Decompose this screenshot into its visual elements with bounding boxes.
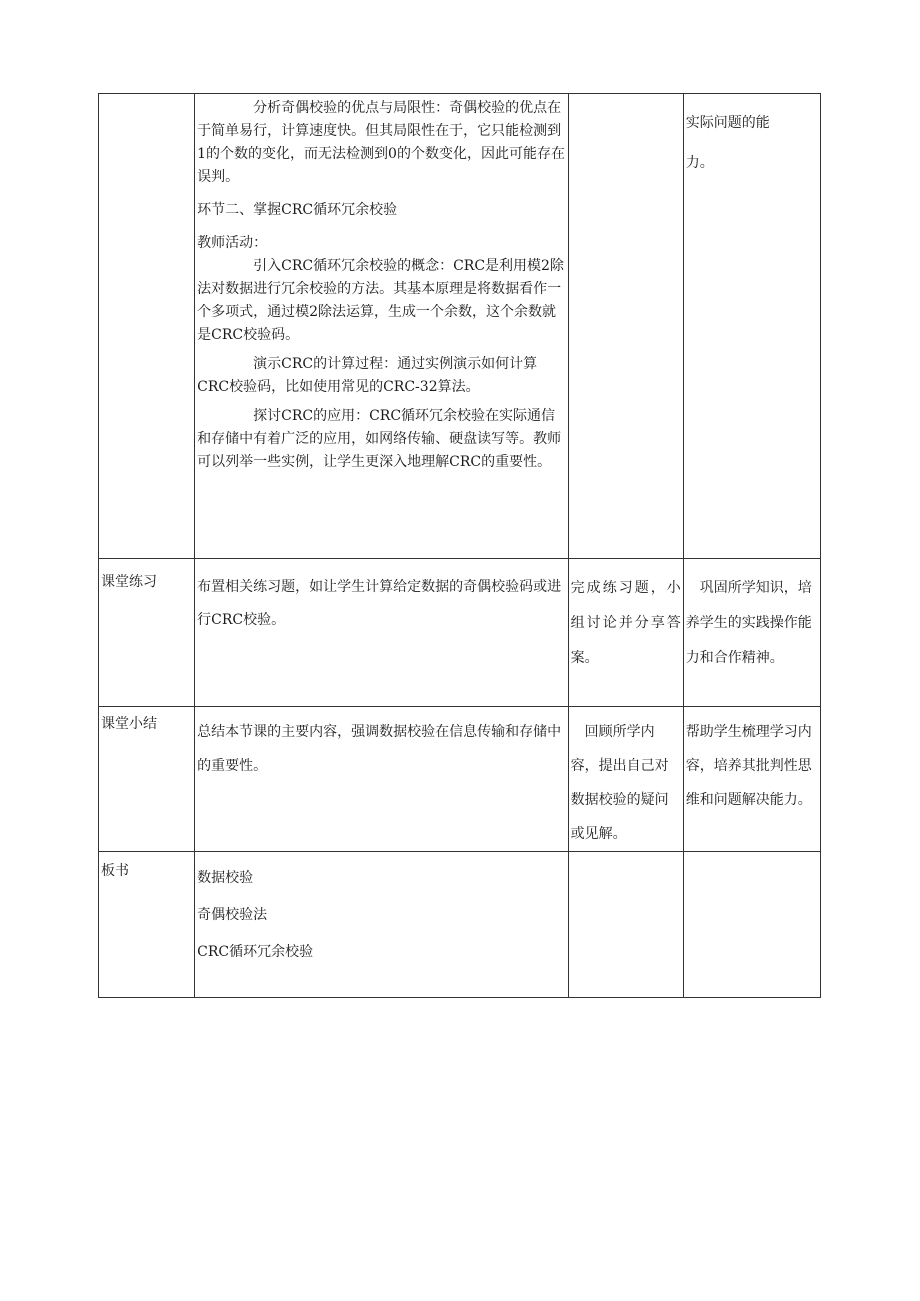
summary-content-text: 总结本节课的主要内容，强调数据校验在信息传输和存储中的重要性。: [197, 724, 562, 774]
practice-student-text: 完成练习题，小组讨论并分享答案。: [570, 580, 681, 666]
crc-concept-text: 引入CRC循环冗余校验的概念：CRC是利用模2除法对数据进行冗余校验的方法。其基本原理是将数据看作一个多项式，通过模2除法运算，生成一个余数，这个余数就是CRC校验码。: [197, 258, 564, 343]
section-label-cell: [99, 707, 195, 852]
practice-purpose-text: 巩固所学知识，培养学生的实践操作能力和合作精神。: [685, 580, 812, 666]
student-activity-cell: [568, 94, 683, 559]
content-cell: [195, 852, 569, 998]
section-label: 板书: [101, 863, 129, 879]
design-purpose-cell: [683, 852, 820, 998]
student-activity-cell: [568, 707, 683, 852]
content-cell: [195, 94, 569, 559]
design-purpose-cell: [683, 707, 820, 852]
purpose-text-line2: 力。: [685, 155, 714, 171]
practice-content-text: 布置相关练习题，如让学生计算给定数据的奇偶校验码或进行CRC校验。: [197, 579, 562, 628]
lesson-plan-table: [98, 93, 821, 998]
table-row: [99, 707, 821, 852]
odd-parity-analysis-text: 分析奇偶校验的优点与局限性：奇偶校验的优点在于简单易行，计算速度快。但其局限性在于，它只能检测到1的个数的变化，而无法检测到0的个数变化，因此可能存在误判。: [197, 100, 565, 185]
table-row: [99, 94, 821, 559]
teacher-activity-label: 教师活动：: [197, 235, 268, 251]
section-label-cell: [99, 94, 195, 559]
board-line-2: 奇偶校验法: [197, 907, 268, 923]
table-row: [99, 852, 821, 998]
crc-application-text: 探讨CRC的应用：CRC循环冗余校验在实际通信和存储中有着广泛的应用，如网络传输、硬盘读写等。教师可以列举一些实例，让学生更深入地理解CRC的重要性。: [197, 408, 562, 470]
board-line-3: CRC循环冗余校验: [197, 944, 314, 960]
design-purpose-cell: [683, 94, 820, 559]
section-label: 课堂练习: [101, 574, 157, 590]
section-label: 课堂小结: [101, 716, 157, 732]
crc-demo-text: 演示CRC的计算过程：通过实例演示如何计算CRC校验码，比如使用常见的CRC-32算法。: [197, 356, 538, 395]
board-line-1: 数据校验: [197, 870, 254, 886]
step2-title: 环节二、掌握CRC循环冗余校验: [197, 202, 398, 218]
summary-student-text: 回顾所学内容，提出自己对数据校验的疑问或见解。: [570, 724, 669, 842]
section-label-cell: [99, 559, 195, 707]
content-cell: [195, 559, 569, 707]
design-purpose-cell: [683, 559, 820, 707]
table-row: [99, 559, 821, 707]
summary-purpose-text: 帮助学生梳理学习内容，培养其批判性思维和问题解决能力。: [685, 724, 812, 808]
student-activity-cell: [568, 852, 683, 998]
content-cell: [195, 707, 569, 852]
student-activity-cell: [568, 559, 683, 707]
section-label-cell: [99, 852, 195, 998]
purpose-text-line1: 实际问题的能: [685, 115, 770, 131]
